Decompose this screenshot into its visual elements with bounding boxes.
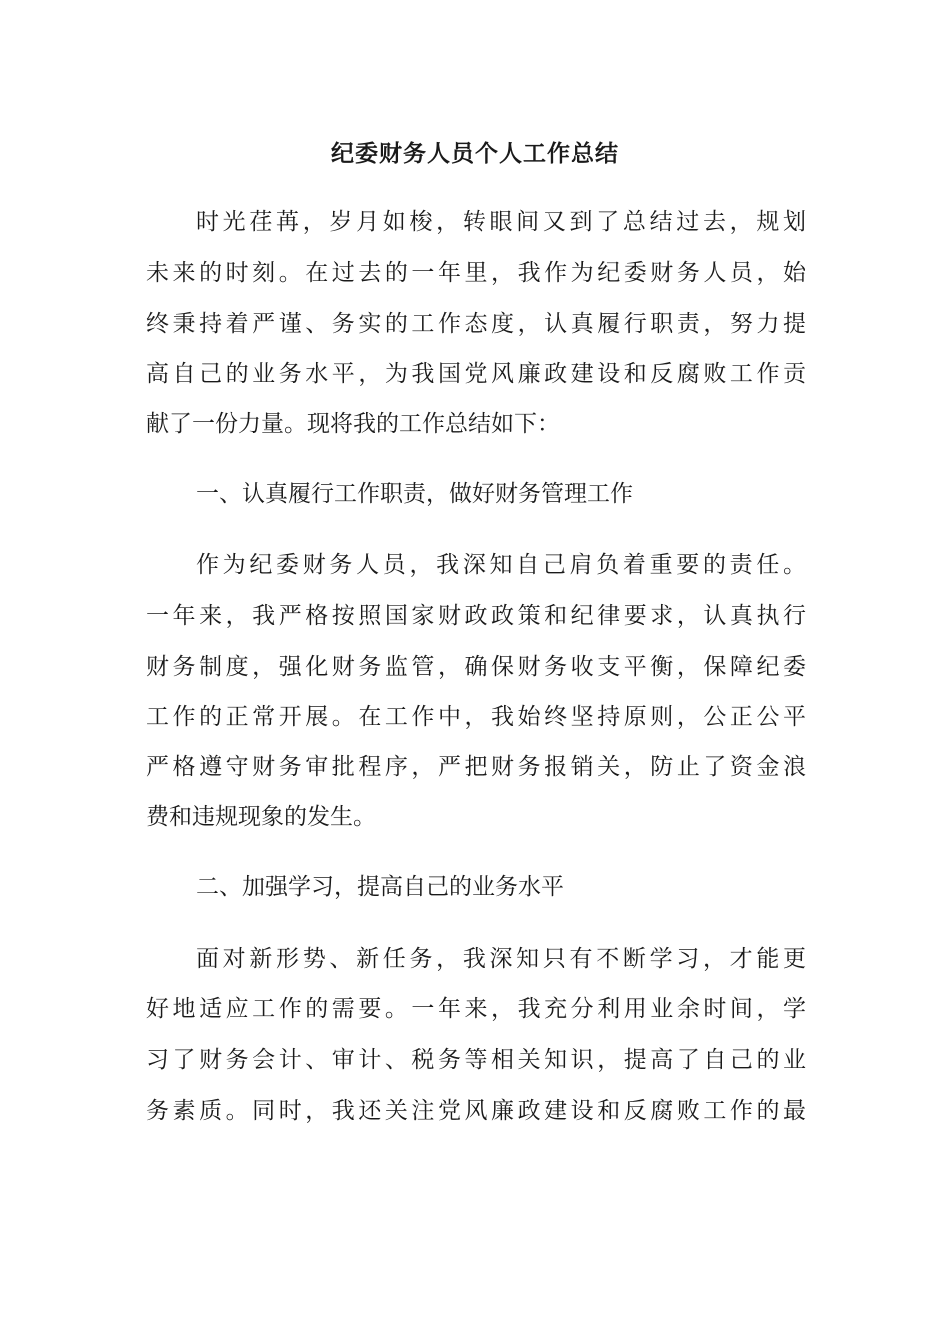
paragraph-2-line-3: 财务制度，强化财务监管，确保财务收支平衡，保障纪委: [146, 654, 806, 680]
paragraph-2-line-4: 工作的正常开展。在工作中，我始终坚持原则，公正公平: [146, 704, 806, 730]
paragraph-1-line-5: 献了一份力量。现将我的工作总结如下：: [146, 411, 560, 437]
section-heading-2: 二、加强学习，提高自己的业务水平: [196, 874, 564, 900]
paragraph-1-line-3: 终秉持着严谨、务实的工作态度，认真履行职责，努力提: [146, 311, 806, 337]
paragraph-2-line-2: 一年来，我严格按照国家财政政策和纪律要求，认真执行: [146, 603, 806, 629]
paragraph-3-line-1: 面对新形势、新任务，我深知只有不断学习，才能更: [196, 946, 806, 972]
paragraph-1-line-1: 时光荏苒，岁月如梭，转眼间又到了总结过去，规划: [196, 209, 806, 235]
paragraph-1-line-4: 高自己的业务水平，为我国党风廉政建设和反腐败工作贡: [146, 361, 806, 387]
section-heading-1: 一、认真履行工作职责，做好财务管理工作: [196, 481, 633, 507]
paragraph-3-line-4: 务素质。同时，我还关注党风廉政建设和反腐败工作的最: [146, 1098, 806, 1124]
paragraph-3-line-2: 好地适应工作的需要。一年来，我充分利用业余时间，学: [146, 996, 806, 1022]
paragraph-2-line-1: 作为纪委财务人员，我深知自己肩负着重要的责任。: [196, 552, 806, 578]
paragraph-2-line-6: 费和违规现象的发生。: [146, 804, 376, 830]
document-title: 纪委财务人员个人工作总结: [331, 140, 619, 167]
paragraph-2-line-5: 严格遵守财务审批程序，严把财务报销关，防止了资金浪: [146, 754, 806, 780]
paragraph-1-line-2: 未来的时刻。在过去的一年里，我作为纪委财务人员，始: [146, 260, 806, 286]
paragraph-3-line-3: 习了财务会计、审计、税务等相关知识，提高了自己的业: [146, 1047, 806, 1073]
